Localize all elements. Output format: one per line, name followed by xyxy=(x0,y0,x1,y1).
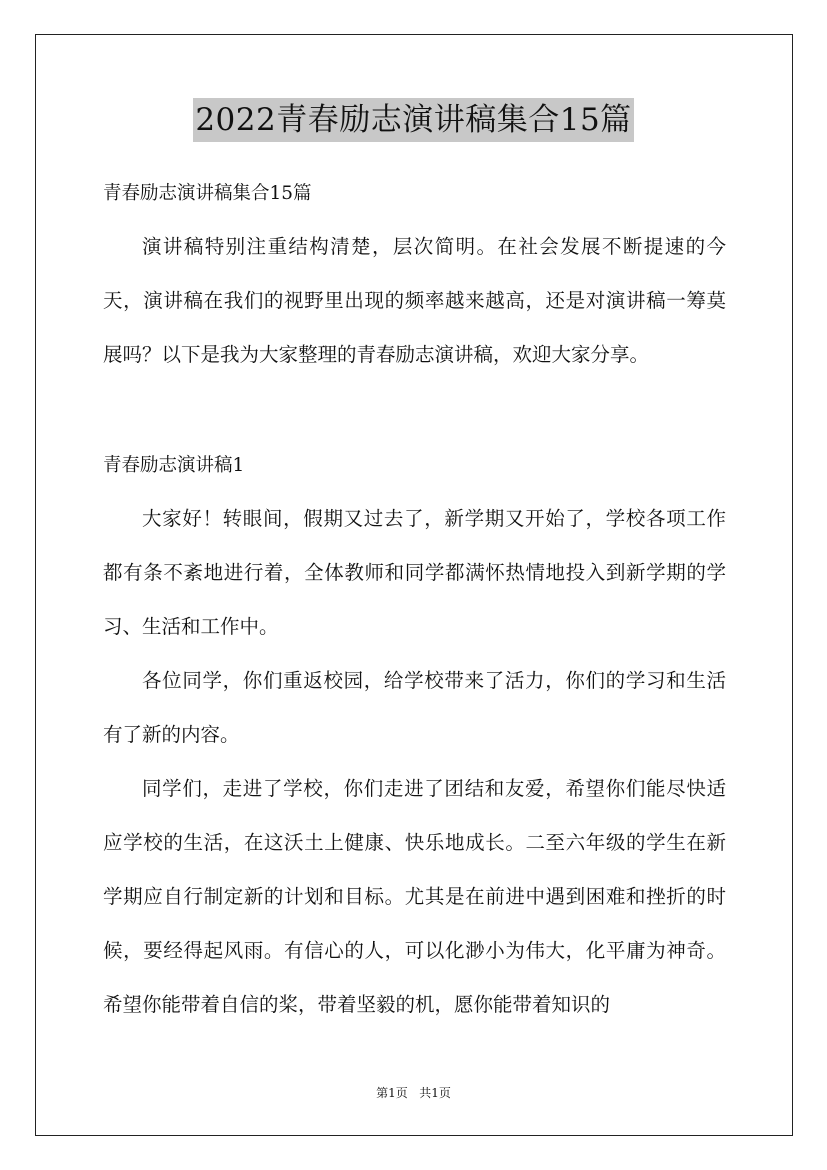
section-heading: 青春励志演讲稿1 xyxy=(103,455,245,476)
document-subtitle: 青春励志演讲稿集合15篇 xyxy=(103,183,312,204)
intro-paragraph: 演讲稿特别注重结构清楚，层次简明。在社会发展不断提速的今天，演讲稿在我们的视野里出现的频率越来越高，还是对演讲稿一筹莫展吗？以下是我为大家整理的青春励志演讲稿，欢迎大家分享。 xyxy=(103,235,726,366)
page-footer xyxy=(0,1084,827,1101)
body-paragraph-3: 同学们，走进了学校，你们走进了团结和友爱，希望你们能尽快适应学校的生活，在这沃土上健康、快乐地成长。二至六年级的学生在新学期应自行制定新的计划和目标。尤其是在前进中遇到困难和挫折的时候，要经得起风雨。有信心的人，可以化渺小为伟大，化平庸为神奇。希望你能带着自信的桨，带着坚毅的机，愿你能带着知识的 xyxy=(103,777,726,1016)
page-total: 共1页 xyxy=(419,1086,451,1100)
document-title: 2022青春励志演讲稿集合15篇 xyxy=(193,98,633,142)
body-paragraph-1: 大家好！转眼间，假期又过去了，新学期又开始了，学校各项工作都有条不紊地进行着，全体教师和同学都满怀热情地投入到新学期的学习、生活和工作中。 xyxy=(103,507,726,638)
page-number: 第1页 xyxy=(376,1086,408,1100)
title-container xyxy=(0,98,827,142)
body-paragraph-2: 各位同学，你们重返校园，给学校带来了活力，你们的学习和生活有了新的内容。 xyxy=(103,669,726,746)
